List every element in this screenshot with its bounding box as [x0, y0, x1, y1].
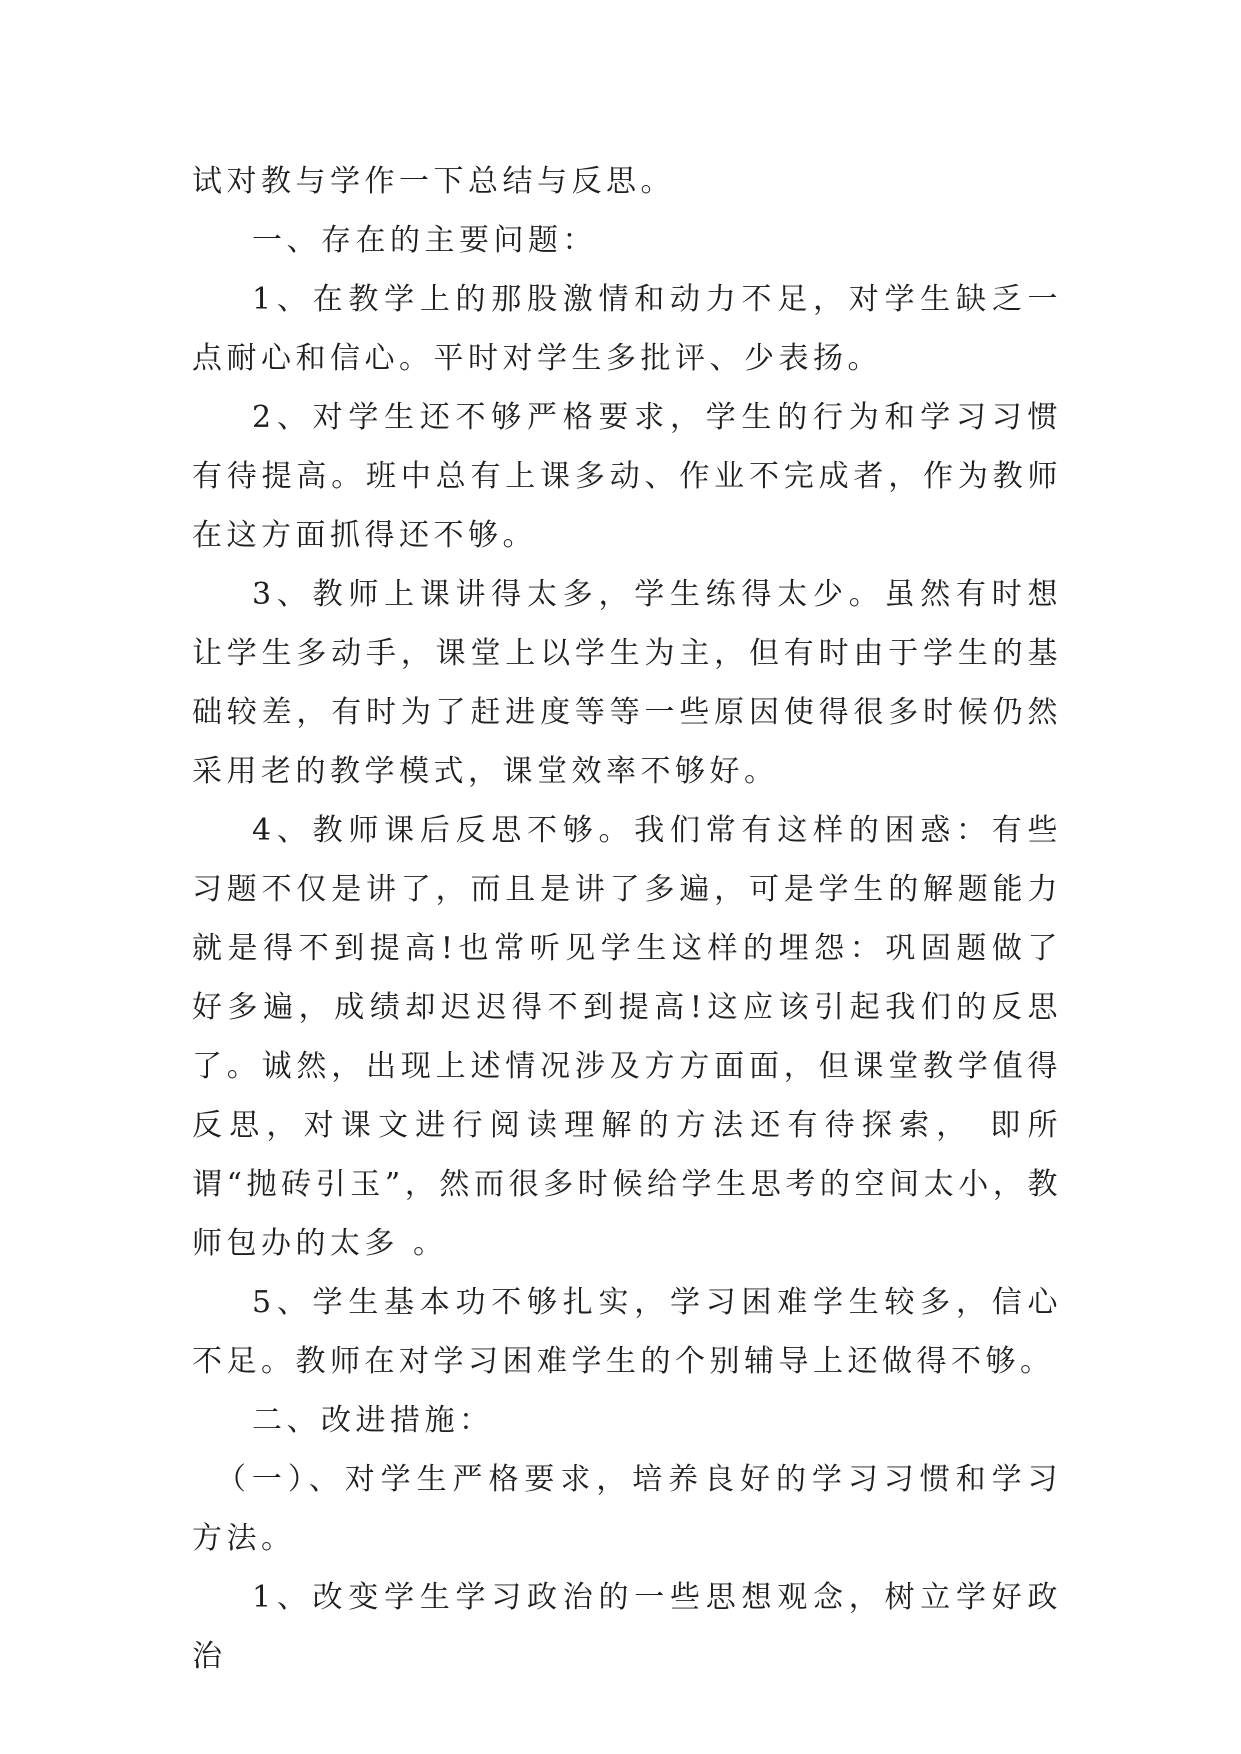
paragraph-problem-4: 4、教师课后反思不够。我们常有这样的困惑：有些习题不仅是讲了，而且是讲了多遍，可是学生的解题能力就是得不到提高!也常听见学生这样的埋怨：巩固题做了好多遍，成绩却迟迟得不到提高!这应该引起我们的反思了。诚然，出现上述情况涉及方方面面，但课堂教学值得反思，对课文进行阅读理解的方法还有待探索， 即所谓“抛砖引玉”，然而很多时候给学生思考的空间太小，教师包办的太多 。	[192, 813, 1062, 1261]
heading-improvement-measures: 二、改进措施：	[252, 1403, 494, 1438]
heading-main-problems: 一、存在的主要问题：	[252, 223, 597, 258]
paragraph-problem-3: 3、教师上课讲得太多，学生练得太少。虽然有时想让学生多动手，课堂上以学生为主，但有时由于学生的基础较差，有时为了赶进度等等一些原因使得很多时候仍然采用老的教学模式，课堂效率不够好。	[192, 577, 1062, 789]
document-body	[192, 152, 1062, 1686]
paragraph-intro-continuation: 试对教与学作一下总结与反思。	[192, 164, 675, 199]
paragraph-measure-1-1: 1、改变学生学习政治的一些思想观念，树立学好政治	[192, 1580, 1062, 1674]
paragraph-problem-5: 5、学生基本功不够扎实，学习困难学生较多，信心不足。教师在对学习困难学生的个别辅导上还做得不够。	[192, 1285, 1062, 1379]
paragraph-problem-2: 2、对学生还不够严格要求，学生的行为和学习习惯有待提高。班中总有上课多动、作业不完成者，作为教师在这方面抓得还不够。	[192, 400, 1062, 553]
subheading-measure-1: （一）、对学生严格要求，培养良好的学习习惯和学习方法。	[192, 1462, 1062, 1556]
paragraph-problem-1: 1、在教学上的那股激情和动力不足，对学生缺乏一点耐心和信心。平时对学生多批评、少表扬。	[192, 282, 1062, 376]
